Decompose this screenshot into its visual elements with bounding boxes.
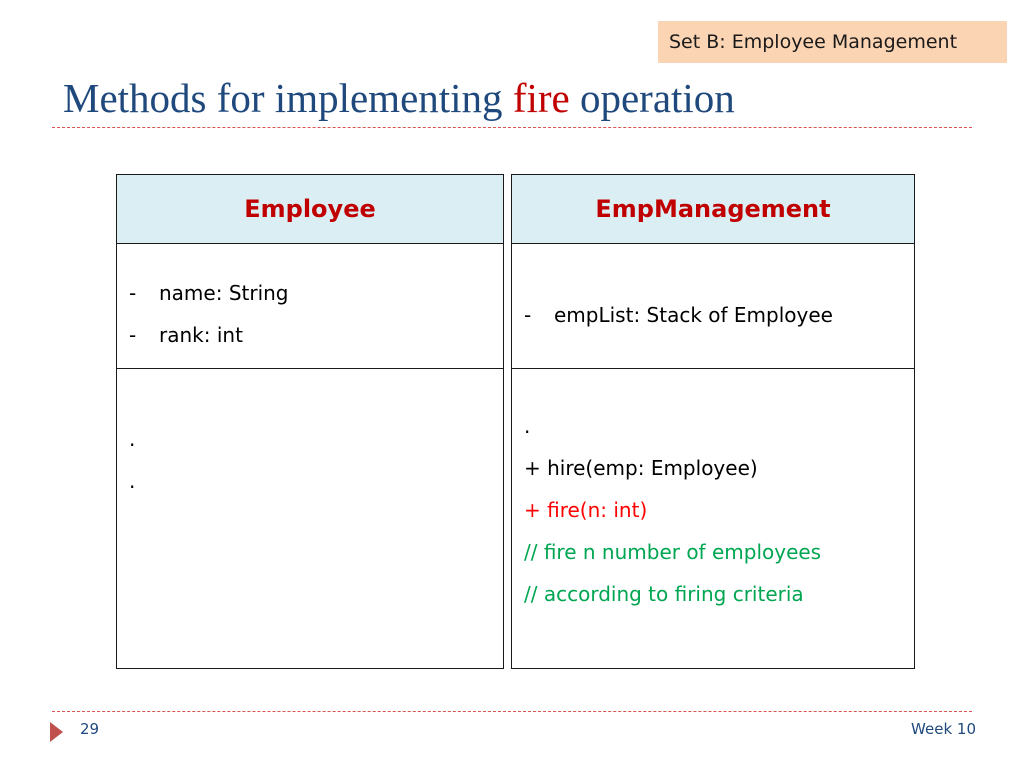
- title-accent-word: fire: [512, 75, 570, 121]
- employee-method-ellipsis: .: [129, 469, 136, 493]
- empmanagement-attributes: [512, 244, 914, 369]
- empmanagement-methods: [512, 369, 914, 615]
- title-text-start: Methods for implementing: [63, 75, 513, 121]
- slide-title: [63, 70, 735, 126]
- employee-class-name: Employee: [117, 175, 503, 244]
- method-comment: // according to firing criteria: [524, 582, 804, 606]
- footer-week: Week 10: [911, 720, 976, 738]
- title-divider: [52, 127, 972, 128]
- page-number: 29: [80, 720, 100, 738]
- method-hire: + hire(emp: Employee): [524, 456, 758, 480]
- empmanagement-class-name: EmpManagement: [512, 175, 914, 244]
- method-comment: // fire n number of employees: [524, 540, 822, 564]
- triangle-bullet-icon: [50, 722, 63, 742]
- title-text-end: operation: [569, 75, 735, 121]
- employee-methods: [117, 369, 503, 511]
- method-fire: + fire(n: int): [524, 498, 648, 522]
- employee-attribute-name: - name: String: [129, 281, 289, 305]
- empmanagement-attribute-emplist: - empList: Stack of Employee: [524, 303, 833, 327]
- footer-divider: [52, 711, 972, 712]
- empmanagement-method-ellipsis: .: [524, 414, 531, 438]
- employee-attribute-rank: - rank: int: [129, 323, 243, 347]
- employee-class-box: [116, 174, 504, 669]
- set-label: Set B: Employee Management: [658, 21, 1007, 63]
- employee-attributes: [117, 244, 503, 369]
- empmanagement-class-box: [511, 174, 915, 669]
- employee-method-ellipsis: .: [129, 427, 136, 451]
